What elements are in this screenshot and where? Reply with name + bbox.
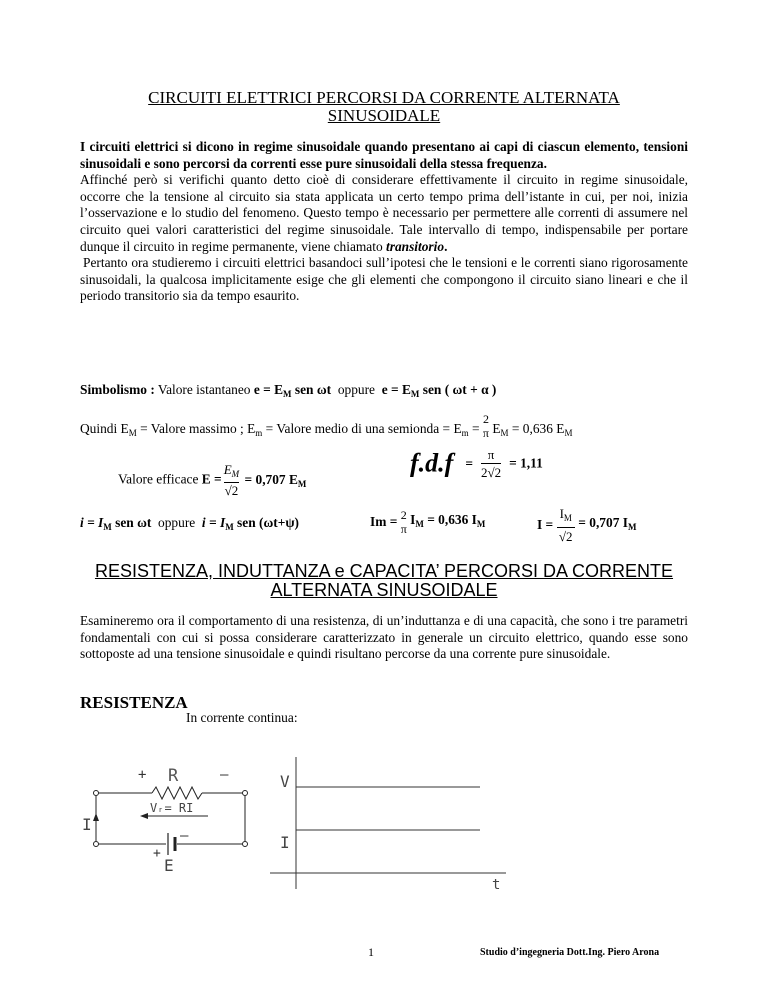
plus-top-label: + (138, 767, 147, 783)
footer-credit: Studio d’ingegneria Dott.Ing. Piero Arona (480, 947, 660, 958)
page-number: 1 (368, 945, 374, 959)
fraction-im-over-sqrt2: $\frac{I_M}{√2}$ (557, 505, 575, 545)
valore-efficace-label: Valore efficace (118, 471, 199, 487)
r-label: R (168, 766, 179, 786)
vi-time-graph (270, 755, 520, 890)
intro-paragraph-3: Pertanto ora studieremo i circuiti elettrici basandoci sull’ipotesi che le tensioni e le correnti siano rigorosamente sinusoidali, la qualcosa implicitamente esige che gli elementi che compongono il circuito siano lineari e che il periodo transitorio sia da tempo esaurito. (80, 255, 688, 304)
page-title-line2: SINUSOIDALE (327, 106, 441, 125)
intro-text (80, 139, 688, 305)
intro-p2-end: . (444, 238, 448, 254)
terminal-bottom-left (94, 842, 99, 847)
eq-instant-2: $e = E_M$ sen ( ωt + α ) (381, 382, 497, 399)
intro-bold-paragraph: I circuiti elettrici si dicono in regime sinusoidale quando presentano ai capi di ciascun elemento, tensioni sinusoidali e sono percorsi da correnti esse pure sinusoidali della stessa frequenza. (80, 139, 688, 171)
minus-bottom-label: – (180, 828, 189, 844)
resistor-symbol (152, 787, 202, 799)
fraction-pi-over-2sqrt2: $\frac{\pi}{2√2}$ (480, 447, 502, 480)
transitorio-term: transitorio (386, 238, 445, 254)
symbolism-line (80, 382, 496, 402)
terminal-bottom-right (243, 842, 248, 847)
fraction-em-over-sqrt2: $\frac{E_M}{√2}$ (223, 462, 240, 498)
symbolism-label: Simbolismo : (80, 382, 155, 397)
intro-paragraph-2 (80, 172, 688, 255)
fdf-label: f.d.f (410, 448, 454, 478)
oppure-1: oppure (337, 382, 375, 397)
current-medio: Im = 2 π $I_M = 0,636$ $I_M$ (370, 508, 486, 536)
graph-i-label: I (280, 833, 290, 852)
terminal-top-left (94, 791, 99, 796)
intro-p2-text: Affinché però si verifichi quanto detto cioè di considerare effettivamente il circuito in regime sinusoidale, occorre che la tensione al circuito sia stata applicata un certo tempo prima dell’istante in cui, per noi, inizia l’osservazione e lo studio del fenomeno. Questo tempo è necessario per permettere alle correnti di assumere nel circuito quei valori caratteristici del regime sinusoidale. Tale intervallo di tempo, indispensabile per portare dunque il circuito in regime permanente, viene chiamato (80, 172, 688, 254)
plus-bottom-label: + (153, 846, 161, 861)
page-title-line1: CIRCUITI ELETTRICI PERCORSI DA CORRENTE ALTERNATA (148, 88, 620, 107)
section2-paragraph: Esamineremo ora il comportamento di una resistenza, di un’induttanza e di una capacità, che sono i tre parametri fondamentali con cui si possa considerare caratterizzato in generale un circuito elettrico, quando esse sono sottoposte ad una tensione sinusoidale e quindi risultano percorse da una corrente pure sinusoidale. (80, 613, 688, 662)
fraction-2-over-pi-current: 2 π (400, 508, 407, 536)
e-label: E (164, 856, 174, 875)
valore-efficace: Valore efficace E = $\frac{E_M}{√2}$ = 0,707 $E_M$ (118, 462, 307, 498)
eq-instant-1: $e = E_M$ sen ωt (253, 382, 332, 399)
graph-v-label: V (280, 772, 290, 791)
graph-t-label: t (492, 877, 501, 890)
fattore-di-forma: f.d.f = $\frac{\pi}{2√2}$ = 1,11 (410, 447, 543, 480)
corrente-continua-label: In corrente continua: (186, 710, 298, 725)
resistenza-heading: RESISTENZA (80, 693, 188, 712)
minus-top-label: – (220, 767, 229, 783)
section-title-line2: ALTERNATA SINUSOIDALE (270, 580, 498, 600)
fraction-2-over-pi: 2 π (482, 412, 489, 440)
symbolism-text: Valore istantaneo (157, 382, 251, 397)
current-arrow-head (93, 813, 99, 821)
resistor-circuit-diagram (80, 755, 270, 885)
vr-label: Vᵣ= RI (150, 801, 194, 815)
terminal-top-right (243, 791, 248, 796)
voltage-arrow-head (140, 813, 148, 819)
quindi-line: Quindi $E_M$ = Valore massimo ; $E_m$ = Valore medio di una semionda = $E_m$ = 2 π $E_M = 0,636$ $E_M$ (80, 412, 573, 440)
current-efficace: I = $\frac{I_M}{√2}$ = 0,707 $I_M$ (537, 506, 637, 544)
current-instant: $i = I_M$ sen ωt oppure $i = I_M$ sen (ωt+ψ) (80, 515, 300, 532)
i-label: I (82, 815, 92, 834)
section-title-line1: RESISTENZA, INDUTTANZA e CAPACITA’ PERCORSI DA CORRENTE (94, 561, 674, 581)
